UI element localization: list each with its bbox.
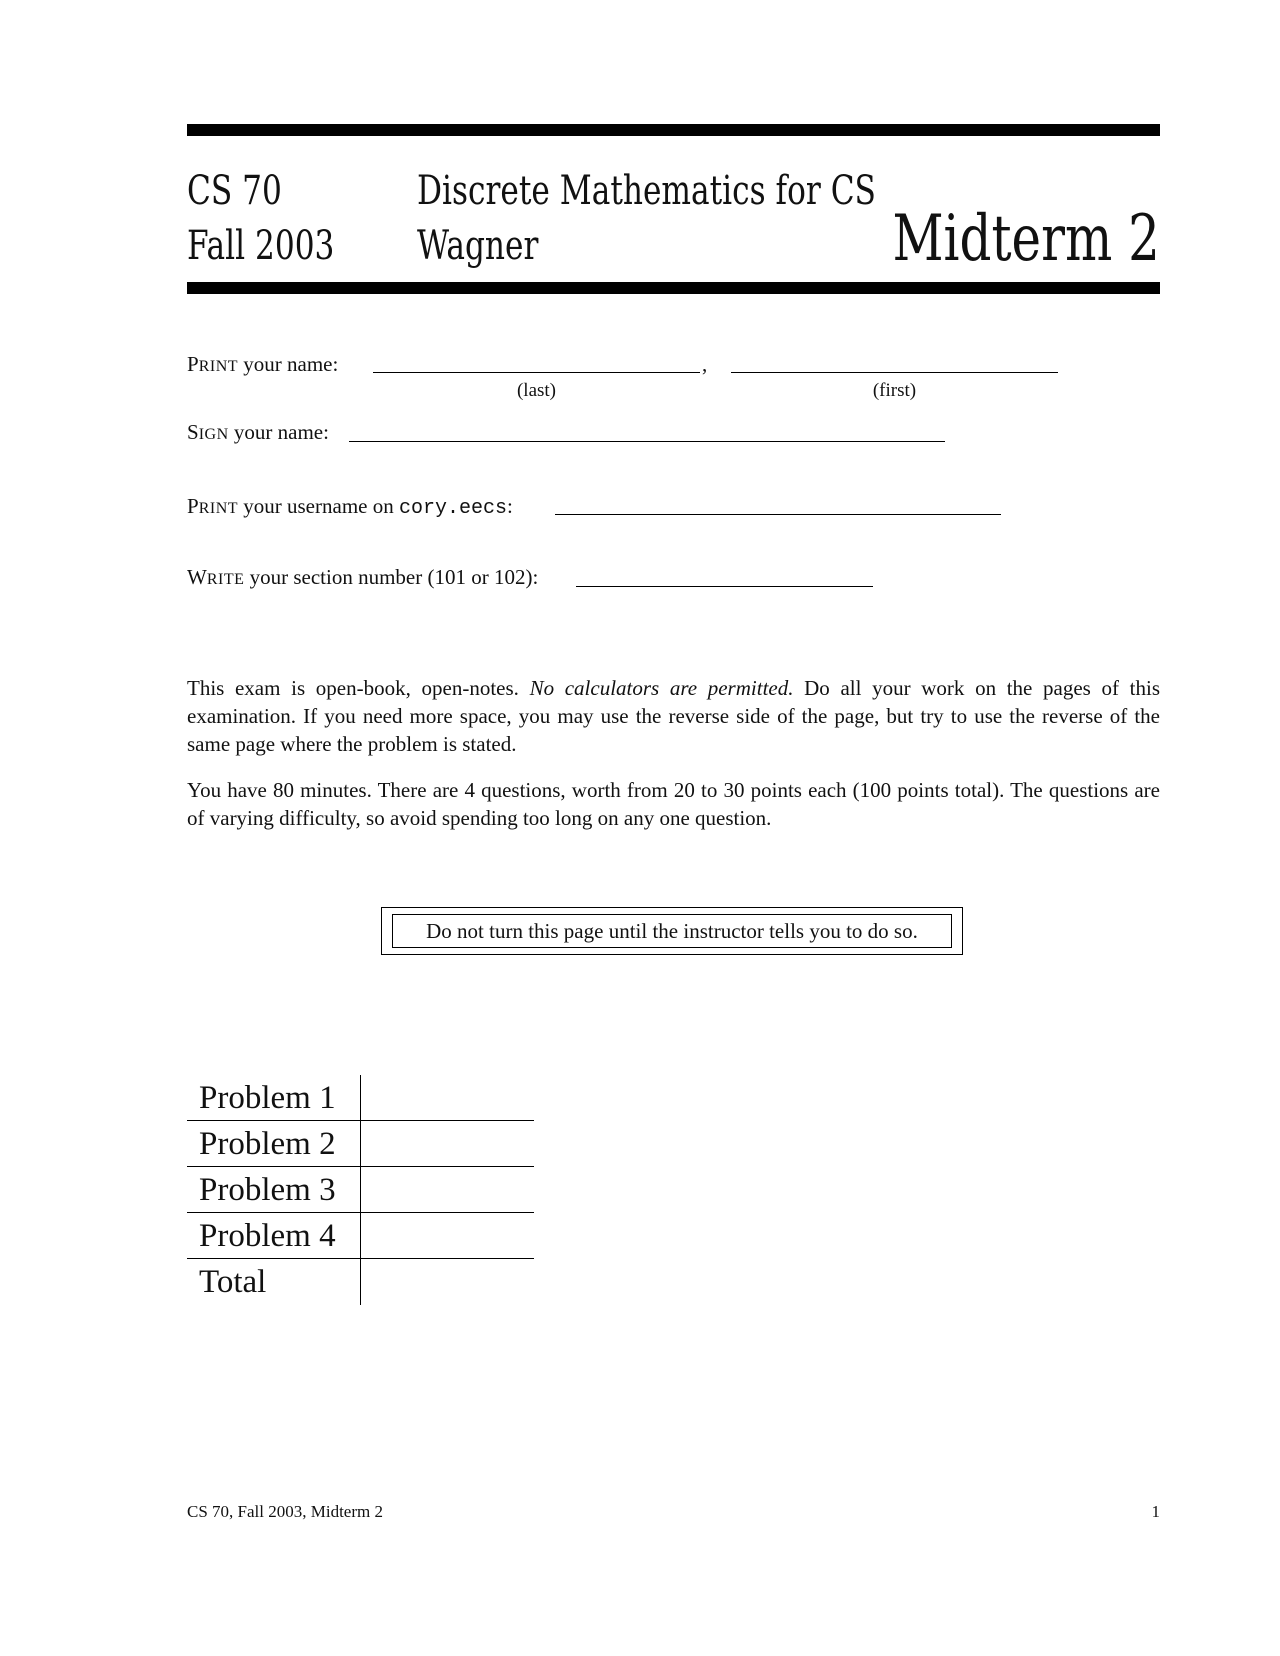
instructor-name: Wagner bbox=[417, 223, 539, 269]
score-cell[interactable] bbox=[360, 1121, 534, 1167]
section-label: WRITE your section number (101 or 102): bbox=[187, 565, 539, 589]
first-name-caption: (first) bbox=[872, 380, 917, 401]
notice-box bbox=[381, 907, 963, 955]
score-cell[interactable] bbox=[360, 1167, 534, 1213]
table-row bbox=[187, 1259, 534, 1305]
table-row bbox=[187, 1075, 534, 1121]
score-row-label: Total bbox=[199, 1264, 267, 1300]
score-row-label: Problem 4 bbox=[199, 1218, 336, 1254]
page-number: 1 bbox=[1151, 1502, 1160, 1521]
term: Fall 2003 bbox=[187, 223, 335, 269]
score-cell[interactable] bbox=[360, 1259, 534, 1305]
instructions-paragraph-1: This exam is open-book, open-notes. No calculators are permitted. Do all your work on the pages of this examination. If you need more space, you may use the reverse side of the page, but try to use the reverse of the same page where the problem is stated. bbox=[187, 676, 1160, 756]
name-comma: , bbox=[702, 352, 708, 376]
header-top-rule bbox=[187, 124, 1160, 136]
print-name-label: PRINT your name: bbox=[187, 352, 339, 376]
score-row-label: Problem 2 bbox=[199, 1126, 336, 1162]
username-field[interactable] bbox=[555, 514, 1001, 515]
score-cell[interactable] bbox=[360, 1075, 534, 1121]
course-subject: Discrete Mathematics for CS bbox=[417, 168, 876, 214]
table-row bbox=[187, 1121, 534, 1167]
page-footer-title: CS 70, Fall 2003, Midterm 2 bbox=[187, 1502, 383, 1521]
last-name-caption: (last) bbox=[516, 380, 557, 401]
score-row-label: Problem 3 bbox=[199, 1172, 336, 1208]
host-name: cory.eecs bbox=[398, 497, 508, 520]
username-label: PRINT your username on cory.eecs: bbox=[187, 494, 513, 520]
section-number-field[interactable] bbox=[576, 586, 873, 587]
score-cell[interactable] bbox=[360, 1213, 534, 1259]
instructions-paragraph-2: You have 80 minutes. There are 4 questions, worth from 20 to 30 points each (100 points total). The questions are of varying difficulty, so avoid spending too long on any one question. bbox=[187, 778, 1160, 830]
last-name-field[interactable] bbox=[373, 372, 700, 373]
notice-text: Do not turn this page until the instructor tells you to do so. bbox=[392, 914, 952, 948]
header-bottom-rule bbox=[187, 282, 1160, 294]
course-number: CS 70 bbox=[187, 168, 282, 214]
exam-title: Midterm 2 bbox=[892, 202, 1160, 276]
table-row bbox=[187, 1213, 534, 1259]
first-name-field[interactable] bbox=[731, 372, 1058, 373]
sign-name-label: SIGN your name: bbox=[187, 420, 329, 444]
score-row-label: Problem 1 bbox=[199, 1080, 336, 1116]
table-row bbox=[187, 1167, 534, 1213]
score-table bbox=[187, 1075, 534, 1305]
signature-field[interactable] bbox=[349, 441, 945, 442]
